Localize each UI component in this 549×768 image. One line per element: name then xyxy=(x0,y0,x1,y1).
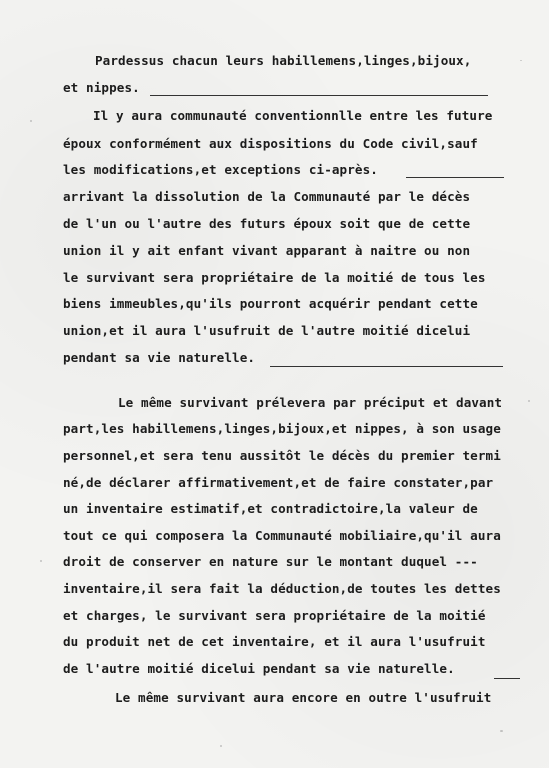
text-line: et nippes. xyxy=(63,80,140,95)
fill-line xyxy=(270,366,503,367)
scan-speck xyxy=(500,730,503,732)
text-line: pendant sa vie naturelle. xyxy=(63,350,256,365)
text-line: Le même survivant prélevera par préciput et davant xyxy=(118,395,503,410)
text-line: les modifications,et exceptions ci-après. xyxy=(63,162,378,177)
scan-speck xyxy=(520,60,522,61)
fill-line xyxy=(494,678,520,679)
text-line: né,de déclarer affirmativement,et de faire constater,par xyxy=(63,475,494,490)
fill-line xyxy=(406,177,504,178)
fill-line xyxy=(150,95,488,96)
text-line: union il y ait enfant vivant apparant à naitre ou non xyxy=(63,243,471,258)
text-line: arrivant la dissolution de la Communauté par le décès xyxy=(63,189,471,204)
text-line: Pardessus chacun leurs habillemens,linges,bijoux, xyxy=(95,53,472,68)
text-line: le survivant sera propriétaire de la moitié de tous les xyxy=(63,270,486,285)
text-line: union,et il aura l'usufruit de l'autre moitié dicelui xyxy=(63,323,471,338)
text-line: Il y aura communauté conventionnlle entre les future xyxy=(93,108,493,123)
scan-speck xyxy=(40,560,42,562)
scan-speck xyxy=(528,400,530,402)
scan-speck xyxy=(30,120,32,122)
text-line: de l'autre moitié dicelui pendant sa vie naturelle. xyxy=(63,661,455,676)
scan-speck xyxy=(220,745,222,747)
text-line: époux conformément aux dispositions du Code civil,sauf xyxy=(63,136,478,151)
text-line: tout ce qui composera la Communauté mobiliaire,qu'il aura xyxy=(63,528,501,543)
text-line: un inventaire estimatif,et contradictoire,la valeur de xyxy=(63,501,478,516)
text-line: personnel,et sera tenu aussitôt le décès du premier termi xyxy=(63,448,501,463)
text-line: et charges, le survivant sera propriétaire de la moitié xyxy=(63,608,486,623)
text-line: Le même survivant aura encore en outre l'usufruit xyxy=(115,690,492,705)
text-line: du produit net de cet inventaire, et il aura l'usufruit xyxy=(63,634,486,649)
text-line: biens immeubles,qu'ils pourront acquérir pendant cette xyxy=(63,296,478,311)
text-line: droit de conserver en nature sur le montant duquel --- xyxy=(63,554,478,569)
text-line: inventaire,il sera fait la déduction,de toutes les dettes xyxy=(63,581,501,596)
text-line: part,les habillemens,linges,bijoux,et nippes, à son usage xyxy=(63,421,501,436)
text-line: de l'un ou l'autre des futurs époux soit que de cette xyxy=(63,216,471,231)
